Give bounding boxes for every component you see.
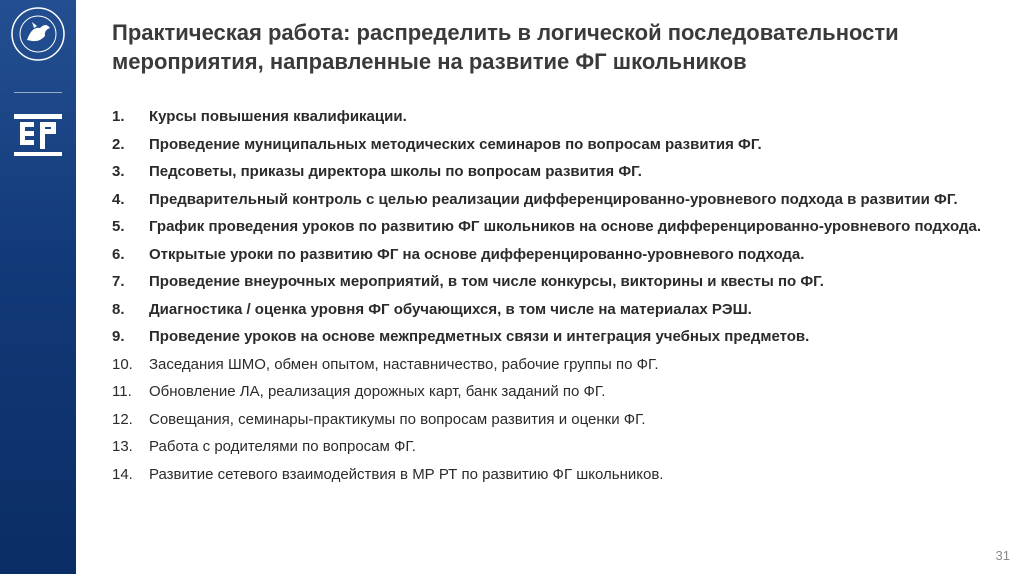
list-item-text: Предварительный контроль с целью реализации дифференцированно-уровневого подхода в развитии ФГ. — [149, 190, 958, 208]
list-item-number: 2. — [112, 135, 125, 153]
list-item-number: 5. — [112, 218, 125, 235]
list-item — [112, 134, 992, 156]
list-item-number: 14. — [112, 465, 133, 483]
list-item — [112, 244, 992, 266]
list-item-text: Обновление ЛА, реализация дорожных карт, банк заданий по ФГ. — [149, 383, 606, 400]
list-item — [112, 409, 992, 431]
slide-title: Практическая работа: распределить в логической последовательности мероприятия, направленные на развитие ФГ школьников — [112, 20, 899, 74]
list-item-number: 10. — [112, 355, 133, 373]
university-emblem-icon — [10, 6, 66, 62]
list-item-text: График проведения уроков по развитию ФГ школьников на основе дифференцированно-уровневого подхода. — [149, 218, 982, 235]
list-item-number: 13. — [112, 438, 133, 455]
list-item-text: Проведение муниципальных методических семинаров по вопросам развития ФГ. — [149, 135, 762, 153]
list-item-number: 11. — [112, 383, 132, 400]
list-item-text: Совещания, семинары-практикумы по вопросам развития и оценки ФГ. — [149, 410, 646, 428]
list-item-text: Развитие сетевого взаимодействия в МР РТ по развитию ФГ школьников. — [149, 465, 664, 483]
list-item — [112, 381, 992, 403]
list-item-text: Работа с родителями по вопросам ФГ. — [149, 438, 416, 455]
page-number: 31 — [995, 548, 1010, 563]
list-item — [112, 354, 992, 376]
list-item-number: 9. — [112, 328, 125, 345]
list-item-number: 7. — [112, 273, 125, 290]
list-item — [112, 161, 992, 183]
list-item-number: 6. — [112, 245, 125, 263]
list-item — [112, 106, 992, 128]
list-item-text: Проведение уроков на основе межпредметных связи и интеграция учебных предметов. — [149, 328, 810, 345]
list-item-number: 12. — [112, 410, 133, 428]
list-item — [112, 271, 992, 293]
list-item-text: Заседания ШМО, обмен опытом, наставничество, рабочие группы по ФГ. — [149, 355, 659, 373]
list-item — [112, 464, 992, 486]
list-item — [112, 326, 992, 348]
list-item-text: Проведение внеурочных мероприятий, в том числе конкурсы, викторины и квесты по ФГ. — [149, 273, 824, 290]
list-item-text: Педсоветы, приказы директора школы по вопросам развития ФГ. — [149, 163, 642, 180]
sidebar-divider — [14, 92, 62, 93]
list-item-number: 8. — [112, 300, 125, 318]
list-item-number: 1. — [112, 108, 125, 125]
list-item — [112, 299, 992, 321]
list-item — [112, 189, 992, 211]
sidebar — [0, 0, 76, 574]
ppi-logo-icon — [12, 108, 64, 160]
list-item-text: Диагностика / оценка уровня ФГ обучающихся, в том числе на материалах РЭШ. — [149, 300, 752, 318]
list-item-number: 4. — [112, 190, 125, 208]
list-item — [112, 216, 992, 238]
list-item — [112, 436, 992, 458]
activity-list — [112, 106, 992, 491]
list-item-text: Открытые уроки по развитию ФГ на основе дифференцированно-уровневого подхода. — [149, 245, 805, 263]
list-item-text: Курсы повышения квалификации. — [149, 108, 407, 125]
list-item-number: 3. — [112, 163, 125, 180]
